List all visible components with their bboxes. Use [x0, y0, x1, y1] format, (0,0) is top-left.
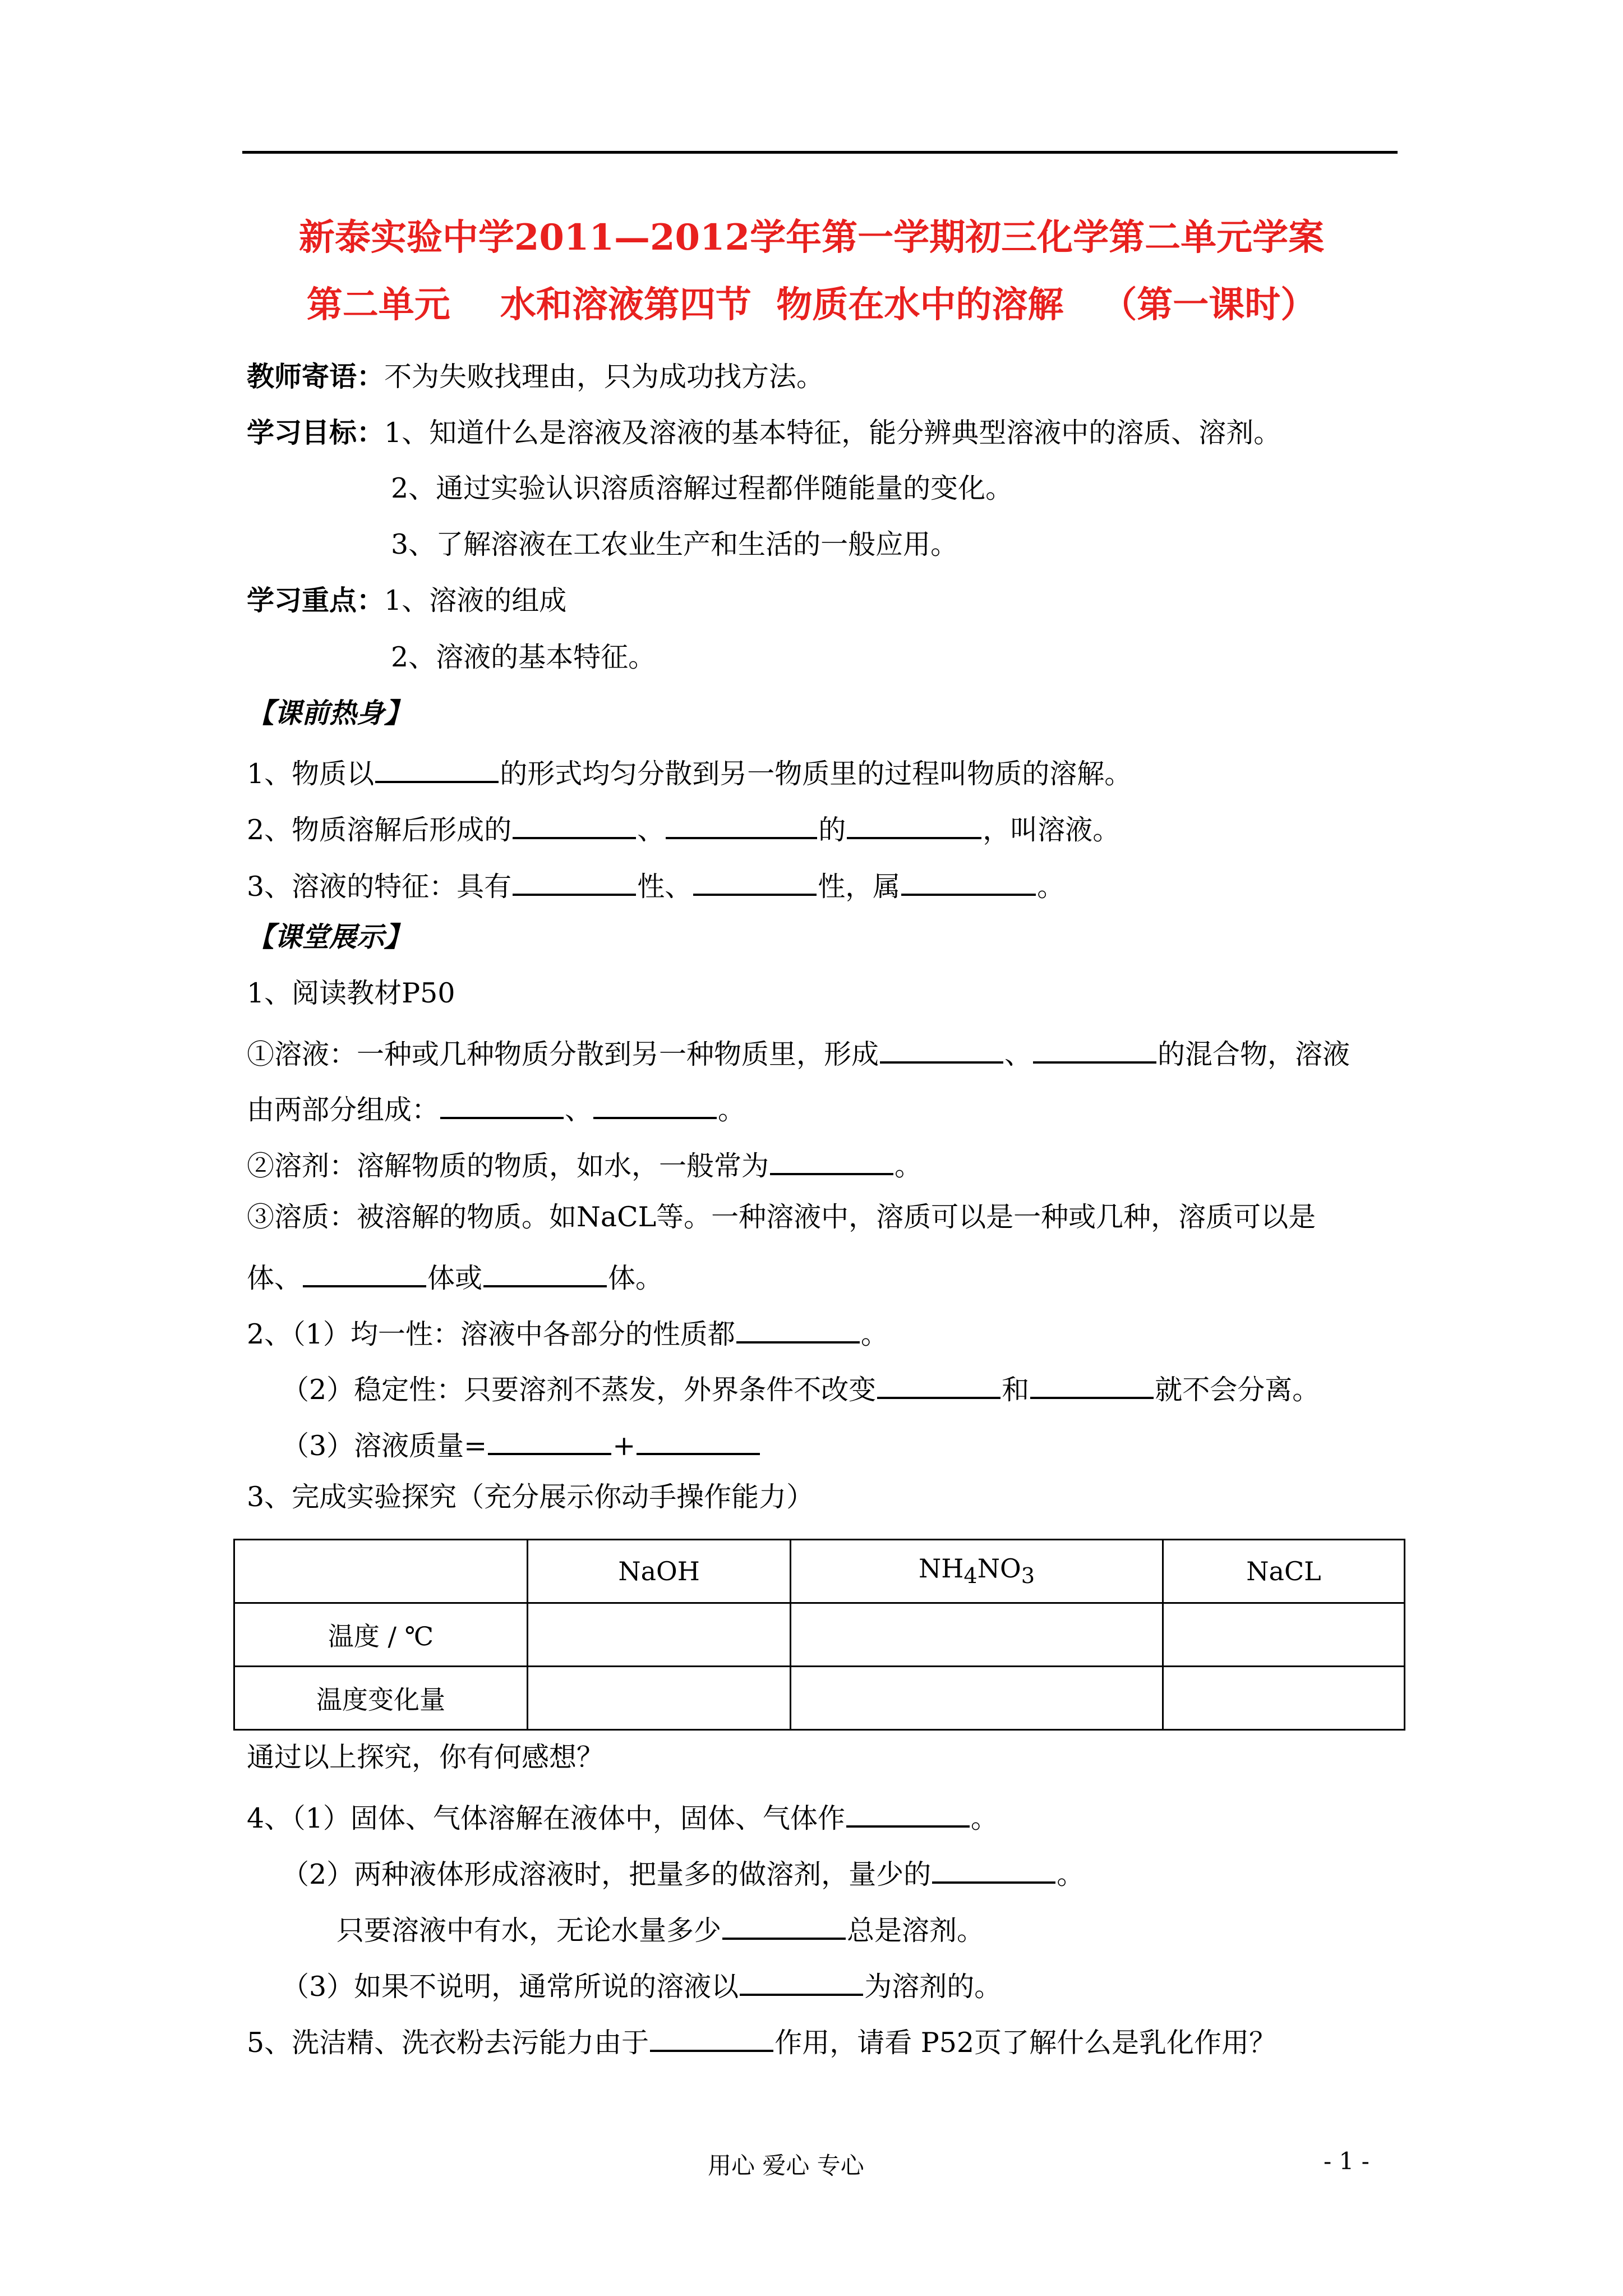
formula-part: NO — [977, 1553, 1021, 1584]
answer-blank[interactable] — [722, 1912, 846, 1940]
footer-motto: 用心 爱心 专心 — [708, 2152, 864, 2179]
answer-blank[interactable] — [513, 811, 636, 839]
question-text: 性、 — [637, 871, 693, 903]
question-text: 2、（1）均一性：溶液中各部分的性质都 — [247, 1318, 735, 1350]
answer-blank[interactable] — [693, 868, 817, 896]
learning-goals — [247, 416, 1281, 449]
answer-blank[interactable] — [1030, 1371, 1154, 1399]
warmup-question-1 — [247, 755, 1132, 788]
q4-part-3 — [282, 1968, 1002, 2003]
goal-item: 3、了解溶液在工农业生产和生活的一般应用。 — [391, 528, 958, 560]
question-text: ①溶液：一种或几种物质分散到另一种物质里，形成 — [247, 1038, 879, 1070]
answer-blank[interactable] — [901, 868, 1036, 896]
question-text: 4、（1）固体、气体溶解在液体中，固体、气体作 — [247, 1802, 845, 1834]
read-textbook: 1、阅读教材P50 — [247, 977, 455, 1009]
answer-blank[interactable] — [740, 1968, 863, 1996]
table-cell[interactable] — [528, 1667, 791, 1730]
table-row — [234, 1667, 1405, 1730]
question-text: 的混合物，溶液 — [1158, 1038, 1350, 1070]
question-text: 只要溶液中有水，无论水量多少 — [336, 1915, 722, 1947]
question-text: ，叫溶液。 — [983, 814, 1121, 846]
q5 — [247, 2024, 1277, 2059]
key-point-item: 2、溶液的基本特征。 — [391, 641, 656, 673]
answer-blank[interactable] — [483, 1259, 607, 1287]
goal-item: 1、知道什么是溶液及溶液的基本特征，能分辨典型溶液中的溶质、溶剂。 — [384, 417, 1281, 449]
question-text: 的 — [818, 814, 846, 846]
question-text: （3）溶液质量= — [282, 1430, 487, 1462]
question-text: 性，属 — [818, 871, 901, 903]
formula-part: NH — [919, 1553, 964, 1584]
question-text: 体。 — [608, 1262, 663, 1294]
question-text: 5、洗洁精、洗衣粉去污能力由于 — [247, 2027, 649, 2059]
header-rule — [242, 151, 1398, 154]
key-points — [247, 584, 567, 616]
table-row — [234, 1603, 1405, 1667]
question-text: 由两部分组成： — [247, 1094, 440, 1126]
question-text: 、 — [565, 1094, 593, 1126]
question-text: 就不会分离。 — [1155, 1374, 1320, 1406]
table-cell[interactable] — [791, 1667, 1163, 1730]
experiment-instruction: 3、完成实验探究（充分展示你动手操作能力） — [247, 1481, 814, 1513]
question-text: 、 — [1004, 1038, 1032, 1070]
page-number: - 1 - — [1324, 2147, 1370, 2175]
question-text: + — [612, 1430, 636, 1462]
question-text: （2）稳定性：只要溶剂不蒸发，外界条件不改变 — [282, 1374, 877, 1406]
question-text: 1、物质以 — [247, 758, 375, 790]
question-text: 、 — [637, 814, 665, 846]
table-cell — [234, 1540, 528, 1603]
uniformity-question — [247, 1315, 888, 1348]
question-text: 2、物质溶解后形成的 — [247, 814, 512, 846]
stability-question — [282, 1371, 1320, 1404]
table-cell[interactable] — [1163, 1667, 1405, 1730]
question-text: 体、 — [247, 1262, 302, 1294]
question-text: 体或 — [427, 1262, 483, 1294]
answer-blank[interactable] — [770, 1147, 893, 1175]
warmup-question-2 — [247, 811, 1120, 844]
table-header-nacl: NaCL — [1163, 1540, 1405, 1603]
q4-part-2b — [336, 1912, 985, 1947]
answer-blank[interactable] — [932, 1856, 1055, 1884]
formula-subscript: 3 — [1021, 1563, 1035, 1589]
document-title: 新泰实验中学2011—2012学年第一学期初三化学第二单元学案 — [298, 217, 1325, 259]
answer-blank[interactable] — [375, 755, 499, 783]
answer-blank[interactable] — [736, 1315, 860, 1343]
goals-label: 学习目标： — [247, 416, 385, 449]
formula-subscript: 4 — [963, 1563, 978, 1589]
warmup-heading: 【课前热身】 — [247, 697, 412, 729]
answer-blank[interactable] — [303, 1259, 426, 1287]
question-text: 作用，请看 P52页了解什么是乳化作用？ — [774, 2027, 1277, 2059]
teacher-words-label: 教师寄语： — [247, 360, 385, 393]
teacher-words-text: 不为失败找理由，只为成功找方法。 — [384, 361, 824, 393]
table-cell[interactable] — [528, 1603, 791, 1667]
question-text: 和 — [1002, 1374, 1030, 1406]
answer-blank[interactable] — [650, 2024, 773, 2052]
answer-blank[interactable] — [593, 1091, 717, 1119]
answer-blank[interactable] — [877, 1371, 1000, 1399]
table-cell[interactable] — [791, 1603, 1163, 1667]
question-text: （3）如果不说明，通常所说的溶液以 — [282, 1971, 739, 2003]
classroom-heading: 【课堂展示】 — [247, 921, 412, 953]
table-header-nh4no3 — [791, 1540, 1163, 1603]
question-text: 。 — [718, 1094, 746, 1126]
question-text: ②溶剂：溶解物质的物质，如水，一般常为 — [247, 1150, 769, 1182]
key-point-item: 1、溶液的组成 — [384, 585, 567, 616]
goal-item: 2、通过实验认识溶质溶解过程都伴随能量的变化。 — [391, 472, 1013, 504]
solute-definition: ③溶质：被溶解的物质。如NaCL等。一种溶液中，溶质可以是一种或几种，溶质可以是 — [247, 1201, 1316, 1233]
answer-blank[interactable] — [880, 1036, 1003, 1064]
solution-components — [247, 1091, 745, 1124]
answer-blank[interactable] — [666, 811, 817, 839]
table-cell[interactable] — [1163, 1603, 1405, 1667]
solution-definition — [247, 1036, 1350, 1068]
mass-question — [282, 1427, 761, 1460]
solvent-definition — [247, 1147, 922, 1180]
q4-part-2 — [282, 1856, 1084, 1888]
solute-states — [247, 1259, 663, 1292]
question-text: 。 — [1037, 871, 1065, 903]
question-text: 为溶剂的。 — [864, 1971, 1002, 2003]
question-text: 。 — [860, 1318, 888, 1350]
question-text: 。 — [895, 1150, 923, 1182]
answer-blank[interactable] — [513, 868, 636, 896]
question-text: 3、溶液的特征：具有 — [247, 871, 512, 903]
answer-blank[interactable] — [488, 1427, 611, 1455]
row-label: 温度变化量 — [234, 1667, 528, 1730]
key-points-label: 学习重点： — [247, 584, 385, 616]
table-header-row — [234, 1540, 1405, 1603]
answer-blank[interactable] — [846, 1800, 970, 1828]
question-text: （2）两种液体形成溶液时，把量多的做溶剂，量少的 — [282, 1858, 932, 1890]
lesson-title: 第二单元 水和溶液第四节 物质在水中的溶解 （第一课时） — [306, 284, 1317, 326]
question-text: 总是溶剂。 — [847, 1915, 985, 1947]
answer-blank[interactable] — [637, 1427, 760, 1455]
answer-blank[interactable] — [1033, 1036, 1156, 1064]
warmup-question-3 — [247, 868, 1065, 903]
question-text: 的形式均匀分散到另一物质里的过程叫物质的溶解。 — [500, 758, 1132, 790]
reflection-question: 通过以上探究，你有何感想？ — [247, 1741, 605, 1773]
answer-blank[interactable] — [847, 811, 981, 839]
row-label: 温度 / ℃ — [234, 1603, 528, 1667]
table-header-naoh: NaOH — [528, 1540, 791, 1603]
teacher-words — [247, 360, 824, 393]
experiment-table — [233, 1539, 1405, 1731]
q4-part-1 — [247, 1800, 998, 1832]
answer-blank[interactable] — [440, 1091, 564, 1119]
question-text: 。 — [970, 1802, 998, 1834]
question-text: 。 — [1057, 1858, 1085, 1890]
